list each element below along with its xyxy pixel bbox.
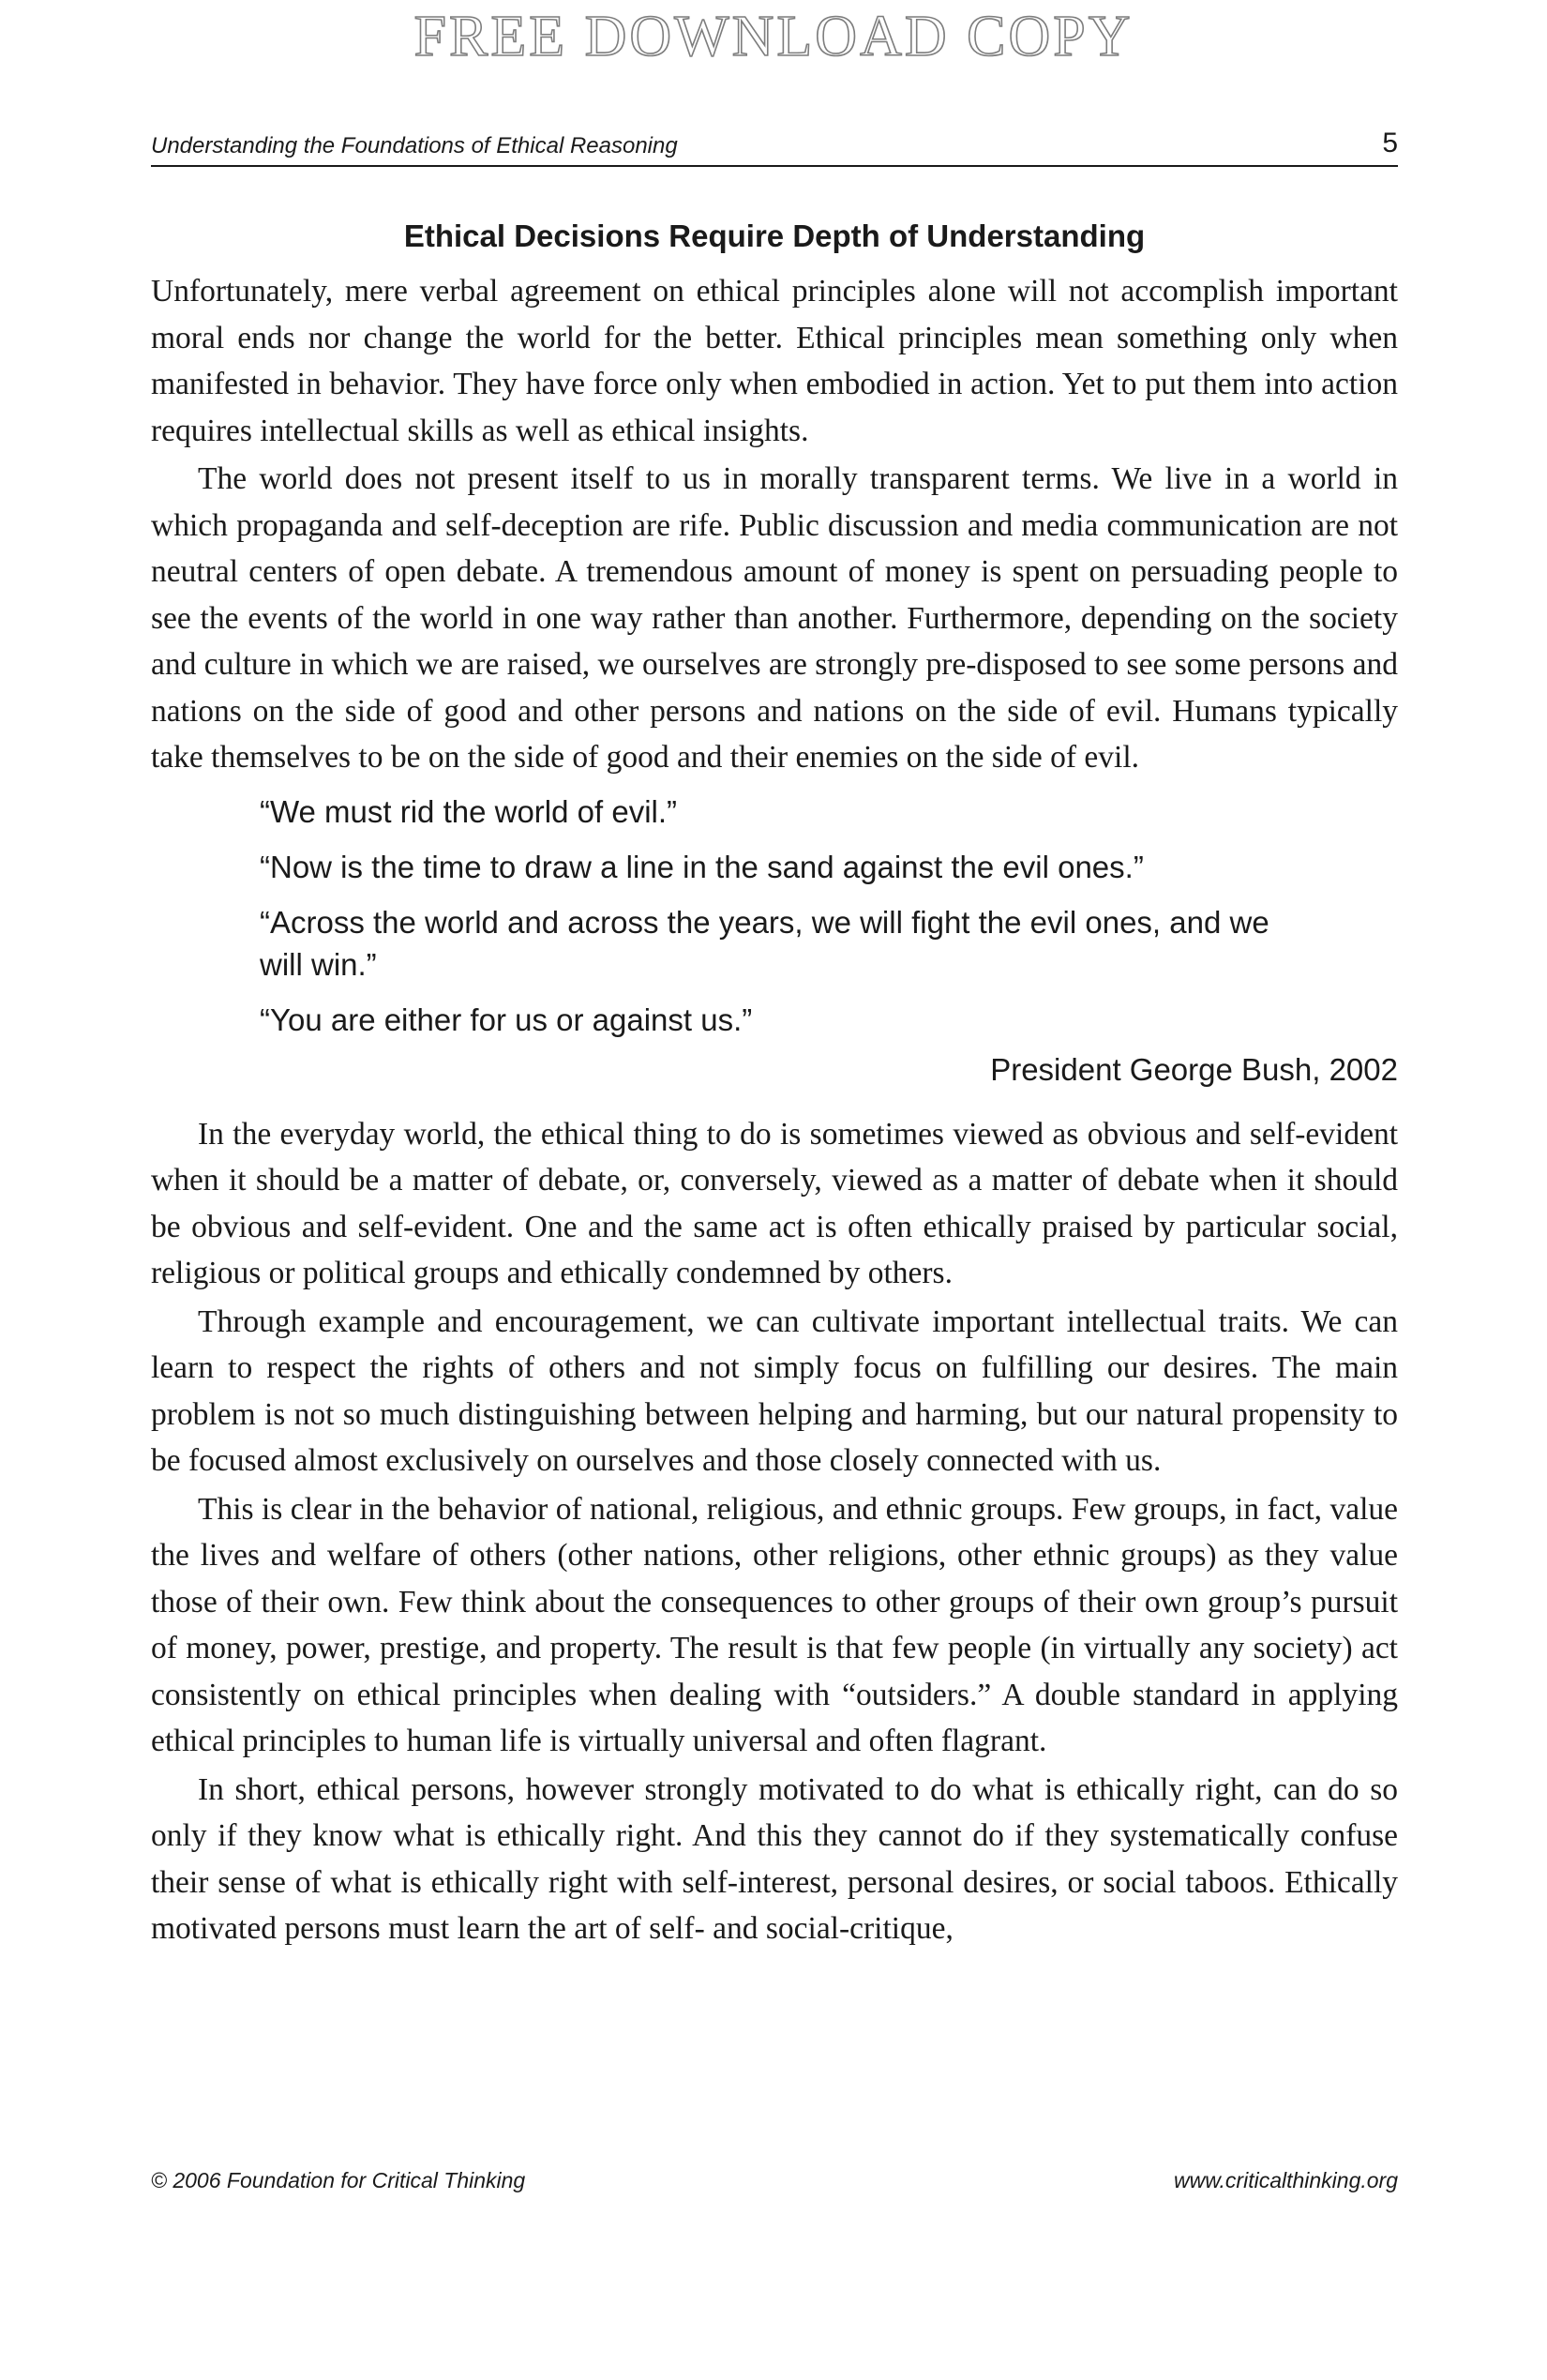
paragraph: The world does not present itself to us in morally transparent terms. We live in a world in which propaganda and self-deception are rife. Public discussion and media communication are not neutral centers of open debate. A tremendous amount of money is spent on persuading people to see the events of the world in one way rather than another. Furthermore, depending on the society and culture in which we are raised, we ourselves are strongly pre-disposed to see some persons and nations on the side of good and other persons and nations on the side of evil. Humans typically take themselves to be on the side of good and their enemies on the side of evil. xyxy=(151,461,1398,775)
paragraph: This is clear in the behavior of national, religious, and ethnic groups. Few groups, in fact, value the lives and welfare of others (other nations, other religions, other ethnic groups) as they value those of their own. Few think about the consequences to other groups of their own group’s pursuit of money, power, prestige, and property. The result is that few people (in virtually any society) act consistently on ethical principles when dealing with “outsiders.” A double standard in applying ethical principles to human life is virtually universal and often flagrant. xyxy=(151,1491,1398,1758)
paragraph: Unfortunately, mere verbal agreement on ethical principles alone will not accomplish important moral ends nor change the world for the better. Ethical principles mean something only when manifested in behavior. They have force only when embodied in action. Yet to put them into action requires intellectual skills as well as ethical insights. xyxy=(151,274,1398,448)
section-heading: Ethical Decisions Require Depth of Understanding xyxy=(403,218,1146,253)
quote: “Across the world and across the years, we will fight the evil ones, and we will win.” xyxy=(260,904,1269,982)
page-number: 5 xyxy=(1382,128,1398,158)
page-content xyxy=(151,214,1398,1952)
running-header xyxy=(151,128,1398,167)
running-header-title: Understanding the Foundations of Ethical Reasoning xyxy=(151,133,678,158)
paragraph: In the everyday world, the ethical thing to do is sometimes viewed as obvious and self-evident when it should be a matter of debate, or, conversely, viewed as a matter of debate when it should be obvious and self-evident. One and the same act is often ethically praised by particular social, religious or political groups and ethically condemned by others. xyxy=(151,1116,1398,1290)
quote-block xyxy=(151,791,1398,1041)
paragraph: In short, ethical persons, however strongly motivated to do what is ethically right, can do so only if they know what is ethically right. And this they cannot do if they systematically confuse their sense of what is ethically right with self-interest, personal desires, or social taboos. Ethically motivated persons must learn the art of self- and social-critique, xyxy=(151,1771,1398,1946)
quote: “You are either for us or against us.” xyxy=(260,1002,753,1037)
footer-url[interactable]: www.criticalthinking.org xyxy=(1173,2168,1398,2192)
quote: “Now is the time to draw a line in the sand against the evil ones.” xyxy=(260,849,1144,884)
footer-copyright: © 2006 Foundation for Critical Thinking xyxy=(151,2168,526,2192)
watermark: FREE DOWNLOAD COPY xyxy=(413,5,1134,68)
paragraph: Through example and encouragement, we can cultivate important intellectual traits. We can learn to respect the rights of others and not simply focus on fulfilling our desires. The main problem is not so much distinguishing between helping and harming, but our natural propensity to be focused almost exclusively on ourselves and those closely connected with us. xyxy=(151,1303,1398,1478)
quote: “We must rid the world of evil.” xyxy=(260,793,678,829)
quote-attribution: President George Bush, 2002 xyxy=(990,1051,1398,1087)
